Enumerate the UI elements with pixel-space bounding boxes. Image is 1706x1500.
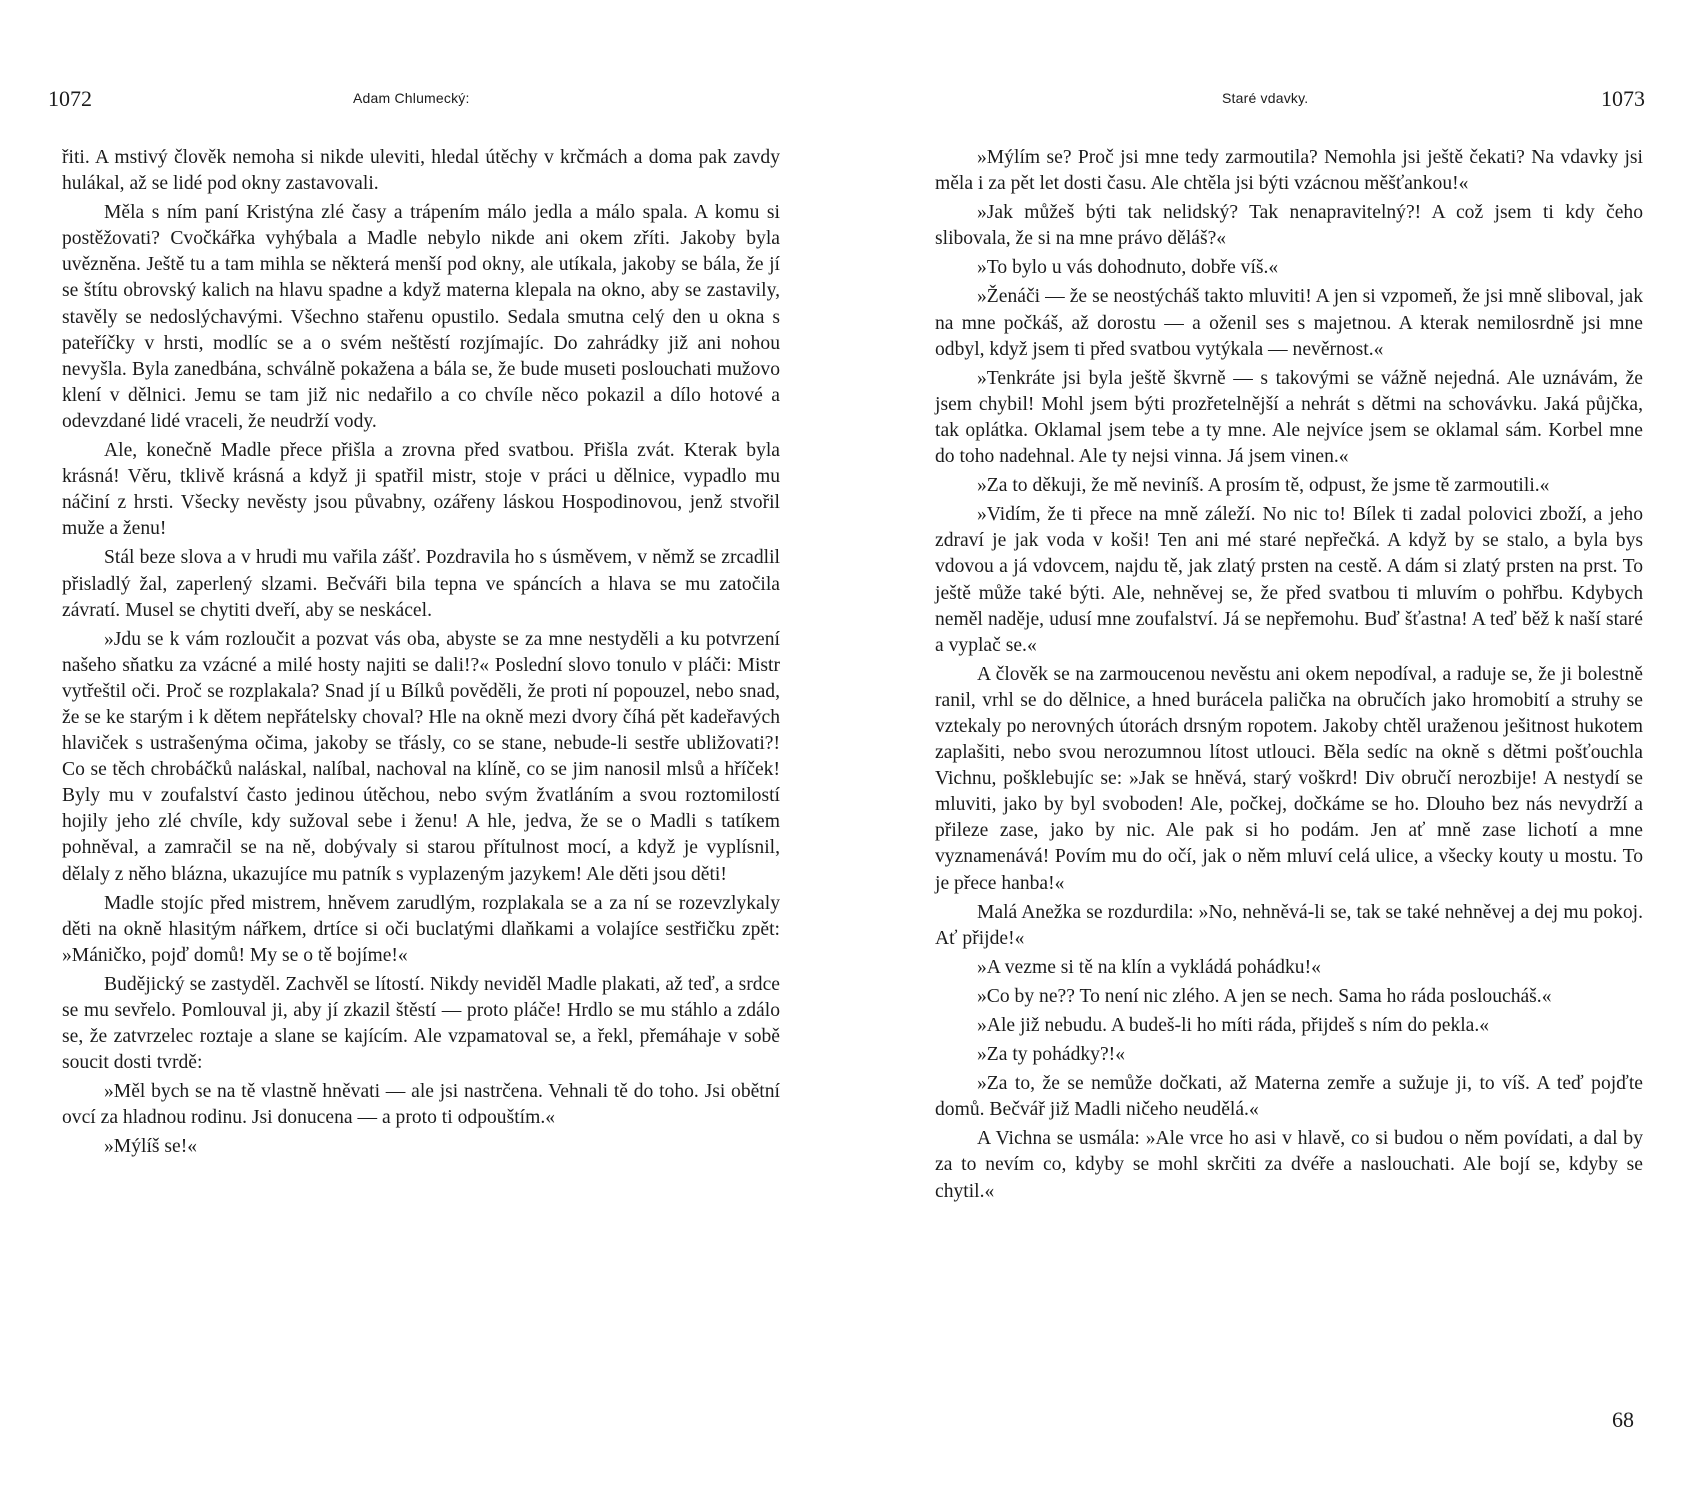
paragraph: »Měl bych se na tě vlastně hněvati — ale jsi nastrčena. Vehnali tě do toho. Jsi obětní ovcí za hladnou rodinu. Jsi donucena — a proto ti odpouštím.«	[62, 1081, 780, 1129]
paragraph: A člověk se na zarmoucenou nevěstu ani okem nepodíval, a raduje se, že ji bolestně ranil, vrhl se do dělnice, a hned burácela palička na obručích jako hromobití a struhy se vztekaly po nerovných útorách drsným ropotem. Jakoby chtěl uraženou ješitnost hukotem zaplašiti, nebo svou nerozumnou lítost utlouci. Běla sedíc na okně s dětmi pošťouchla Vichnu, pošklebujíc se: »Jak se hněvá, starý voškrd! Div obručí nerozbije! A nestydí se mluviti, jako by byl svoboden! Ale, počkej, dočkáme se ho. Dlouho bez nás nevydrží a přileze zase, jako by nic. Ale pak si ho podám. Jen ať mně zase lichotí a mne vyznamenává! Povím mu do očí, jak o něm mluví celá ulice, a všecky kouty u mostu. To je přece hanba!«	[935, 663, 1643, 894]
paragraph: »Za ty pohádky?!«	[977, 1044, 1125, 1066]
paragraph: Madle stojíc před mistrem, hněvem zarudlým, rozplakala se a za ní se rozevzlykaly děti na okně hlasitým nářkem, drtíce si oči buclatými dlaňkami a volajíce sestřičku zpět: »Máničko, pojď domů! My se o tě bojíme!«	[62, 892, 780, 966]
paragraph: »Mýlím se? Proč jsi mne tedy zarmoutila? Nemohla jsi ještě čekati? Na vdavky jsi měla i za pět let dosti času. Ale chtěla jsi býti vzácnou měšťankou!«	[935, 147, 1643, 195]
paragraph: Ale, konečně Madle přece přišla a zrovna před svatbou. Přišla zvát. Kterak byla krásná! Věru, tklivě krásná a když ji spatřil mistr, stoje v práci u dělnice, vypadlo mu náčiní z hrsti. Všecky nevěsty jsou půvabny, ozářeny láskou Hospodinovou, jenž stvořil muže a ženu!	[62, 440, 780, 540]
paragraph: »A vezme si tě na klín a vykládá pohádku!«	[977, 956, 1321, 978]
paragraph: A Vichna se usmála: »Ale vrce ho asi v hlavě, co si budou o něm povídati, a dal by za to nevím co, kdyby se mohl skrčiti za dvéře a naslouchati. Ale bojí se, kdyby se chytil.«	[935, 1128, 1643, 1202]
right-page-text	[935, 145, 1643, 1208]
paragraph: řiti. A mstivý člověk nemoha si nikde uleviti, hledal útěchy v krčmách a doma pak zavdy hulákal, až se lidé pod okny zastavovali.	[62, 147, 780, 195]
left-page-text	[62, 145, 780, 1164]
right-page-number: 1073	[1601, 86, 1645, 111]
paragraph: »Jak můžeš býti tak nelidský? Tak nenapravitelný?! A což jsem ti kdy čeho slibovala, že si na mne právo děláš?«	[935, 202, 1643, 250]
paragraph: »Ale již nebudu. A budeš-li ho míti ráda, přijdeš s ním do pekla.«	[977, 1015, 1490, 1036]
paragraph: »Tenkráte jsi byla ještě škvrně — s takovými se vážně nejedná. Ale uznávám, že jsem chybil! Mohl jsem býti prozřetelnější a nehrát s dětmi na schovávku. Jaká půjčka, tak oplátka. Oklamal jsem tebe a ty mne. Ale nejvíce jsem se oklamal sám. Korbel mne do toho nadehnal. Ale ty nejsi vinna. Já jsem vinen.«	[935, 367, 1643, 468]
paragraph: »Za to děkuji, že mě neviníš. A prosím tě, odpust, že jsme tě zarmoutili.«	[977, 475, 1550, 497]
right-page-header	[885, 86, 1645, 114]
left-running-head: Adam Chlumecký:	[353, 90, 470, 106]
paragraph: Malá Anežka se rozdurdila: »No, nehněvá-li se, tak se také nehněvej a dej mu pokoj. Ať přijde!«	[935, 901, 1643, 949]
paragraph: »To bylo u vás dohodnuto, dobře víš.«	[977, 257, 1279, 279]
paragraph: »Mýlíš se!«	[104, 1136, 198, 1158]
right-running-head: Staré vdavky.	[1222, 90, 1309, 106]
left-page-header	[48, 86, 788, 114]
paragraph: »Jdu se k vám rozloučit a pozvat vás oba, abyste se za mne nestyděli a ku potvrzení našeho sňatku za vzácné a milé hosty najiti se dali!?« Poslední slovo tonulo v pláči: Mistr vytřeštil oči. Proč se rozplakala? Snad jí u Bílků pověděli, že proti ní popouzel, nebo snad, že se ke starým i k dětem nepřátelsky choval? Hle na okně mezi dvory číhá pět kadeřavých hlaviček s ustrašenýma očima, jakoby se třásly, co se stane, nebude-li sestře ubližovati?! Co se těch chrobáčků naláskal, nalíbal, nachoval na klíně, co se jim nanosil mlsů a hříček! Byly mu v zoufalství často jedinou útěchou, nebo svým žvatláním a svou roztomilostí hojily jeho zlé chvíle, kdy sužoval sebe i ženu! A hle, jedva, že se o Madli s tatíkem pohněval, a zamračil se na ně, dobývaly si starou přítulnost mocí, a když je vyplísnil, dělaly z něho blázna, ukazujíce mu patník s vyplazeným jazykem! Ale děti jsou děti!	[62, 628, 780, 885]
right-page	[853, 0, 1706, 1500]
paragraph: »Za to, že se nemůže dočkati, až Materna zemře a sužuje ji, to víš. A teď pojďte domů. Bečvář již Madli ničeho neudělá.«	[935, 1073, 1643, 1121]
paragraph: »Ženáči — že se neostýcháš takto mluviti! A jen si vzpomeň, že jsi mně sliboval, jak na mne počkáš, až dorostu — a oženil ses s majetnou. A kterak nemilosrdně jsi mne odbyl, když jsem ti před svatbou vytýkala — nevěrnost.«	[935, 286, 1643, 360]
paragraph: »Co by ne?? To není nic zlého. A jen se nech. Sama ho ráda posloucháš.«	[977, 985, 1552, 1007]
paragraph: »Vidím, že ti přece na mně záleží. No nic to! Bílek ti zadal polovici zboží, a jeho zdraví je jak voda v koši! Ten ani mé staré nepřečká. A když by se stalo, a byla bys vdovou a já vdovcem, najdu tě, jak zlatý prsten na cestě. A dám si zlatý prsten na prst. To ještě může také býti. Ale, nehněvej se, že před svatbou ti mluvím o pohřbu. Kdybych neměl naděje, udusí mne zoufalství. Já se nepřemohu. Buď šťastna! A teď běž k naší staré a vyplač se.«	[935, 504, 1643, 656]
paragraph: Stál beze slova a v hrudi mu vařila zášť. Pozdravila ho s úsměvem, v němž se zrcadlil přisladlý žal, zaperlený slzami. Bečváři bila tepna ve spáncích a hlava se mu zatočila závratí. Musel se chytiti dveří, aby se neskácel.	[62, 547, 780, 621]
paragraph: Budějický se zastyděl. Zachvěl se lítostí. Nikdy neviděl Madle plakati, až teď, a srdce se mu sevřelo. Pomlouval ji, aby jí zkazil štěstí — proto pláče! Hrdlo se mu stáhlo a zdálo se, že zatvrzelec roztaje a slane se kajícím. Ale vzpamatoval se, a řekl, přemáhaje v sobě soucit dosti tvrdě:	[62, 973, 780, 1074]
signature-mark: 68	[1612, 1407, 1634, 1432]
paragraph: Měla s ním paní Kristýna zlé časy a trápením málo jedla a málo spala. A komu si postěžovati? Cvočkářka vyhýbala a Madle nebylo nikde ani okem zříti. Jakoby byla uvězněna. Ještě tu a tam mihla se některá menší pod okny, ale utíkala, jakoby se bála, že jí se štítu obrovský kalich na hlavu spadne a když materna klepala na okno, aby se zastavily, stavěly se nedoslýchavými. Všechno stařenu opustilo. Sedala smutna celý den u okna s pateříčky v hrsti, modlíc se a o svém neštěstí rozjímajíc. Do zahrádky již ani nohou nevyšla. Byla zanedbána, schválně pokažena a bála se, že bude museti poslouchati mužovo klení v dělnici. Jemu se tam již nic nedařilo a co chvíle něco pokazil a dílo hotové a odevzdané lidé vraceli, že neudrží vody.	[62, 202, 780, 432]
left-page-number: 1072	[48, 86, 92, 111]
